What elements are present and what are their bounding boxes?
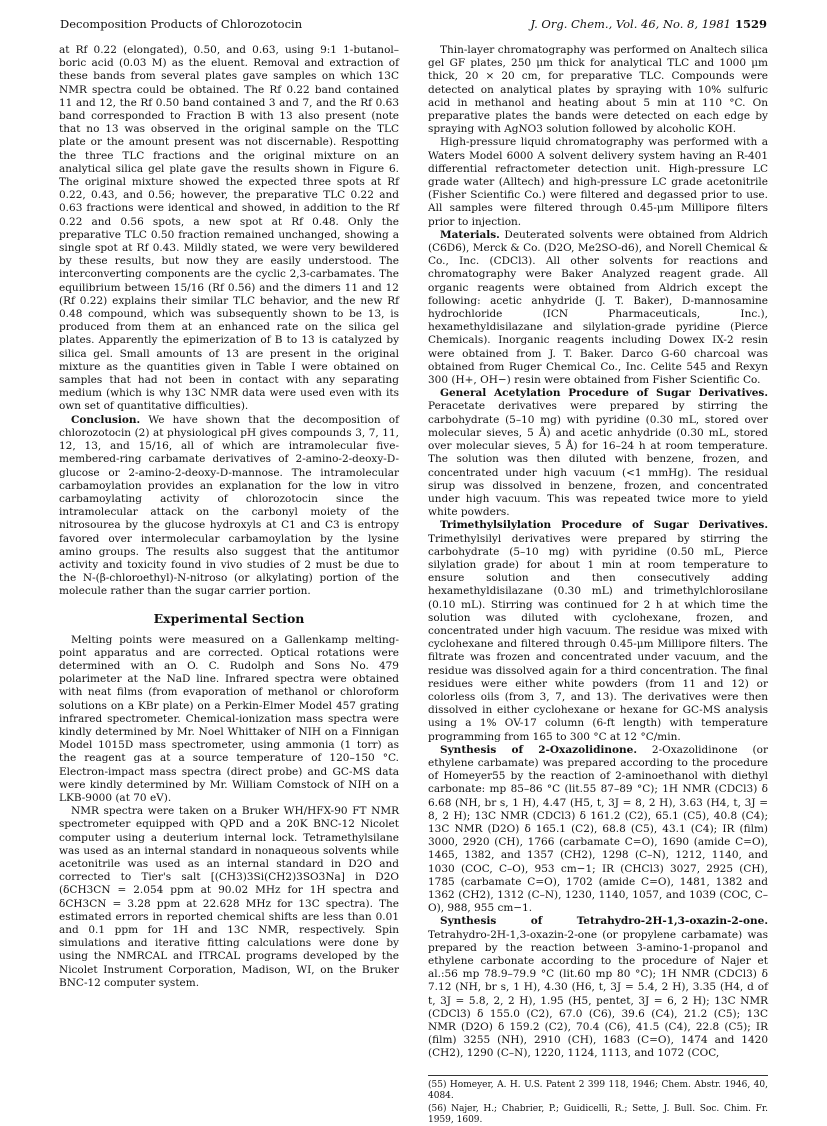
page-number: 1529 [734,17,767,31]
conclusion-paragraph [59,414,399,599]
acetylation-paragraph [428,387,768,519]
trimethylsilylation-paragraph [428,519,768,743]
tlc-paragraph: Thin-layer chromatography was performed on Analtech silica gel GF plates, 250 μm thick for analytical TLC and 1000 μm thick, 20 × 20 cm, for preparative TLC. Compounds were detected on analytical plates by spraying with 10% sulfuric acid in methanol and heating about 5 min at 110 °C. On preparative plates the bands were detected on each edge by spraying with AgNO3 solution followed by alcoholic KOH. [428,44,768,136]
trimethylsilylation-text: Trimethylsilyl derivatives were prepared by stirring the carbohydrate (5–10 mg) with pyridine (0.50 mL, Pierce silylation grade) for about 1 min at room temperature to ensure solution and then consecutively adding hexamethyldisilazane (0.30 mL) and trimethylchlorosilane (0.10 mL). Stirring was continued for 2 h at which time the solution was diluted with cyclohexane, frozen, and concentrated under high vacuum. The residue was mixed with cyclohexane and filtered through 0.45-μm Millipore filters. The filtrate was frozen and concentrated under vacuum, and the residue was dissolved again for a third concentration. The final residues were either white powders (from 11 and 12) or colorless oils (from 3, 7, and 13). The derivatives were then dissolved in either cyclohexane or hexane for GC-MS analysis using a 1% OV-17 column (6-ft length) with temperature programming from 165 to 300 °C at 12 °C/min. [428,532,768,743]
oxazinone-label: Synthesis of Tetrahydro-2H-1,3-oxazin-2-one. [440,915,768,928]
footnote-56: (56) Najer, H.; Chabrier, P.; Guidicelli, R.; Sette, J. Bull. Soc. Chim. Fr. 1959, 1609. [428,1103,768,1125]
journal-name: J. Org. Chem., Vol. 46, No. 8, 1981 [530,17,731,31]
experimental-heading: Experimental Section [153,610,305,626]
footnote-divider [428,1075,768,1076]
results-paragraph: at Rf 0.22 (elongated), 0.50, and 0.63, using 9:1 1-butanol–boric acid (0.03 M) as the eluent. Removal and extraction of these bands from several plates gave samples on which 13C NMR spectra could be obtained. The Rf 0.22 band contained 11 and 12, the Rf 0.50 band contained 3 and 7, and the Rf 0.63 band corresponded to Fraction B with 13 also present (note that no 13 was observed in the original sample on the TLC plate or the amount present was not discernable). Respotting the three TLC fractions and the original mixture on an analytical silica gel plate gave the results shown in Figure 6. The original mixture showed the expected three spots at Rf 0.22, 0.43, and 0.56; however, the preparative TLC 0.22 and 0.63 fractions were identical and showed, in addition to the Rf 0.22 and 0.56 spots, a new spot at Rf 0.48. Only the preparative TLC 0.50 fraction remained unchanged, showing a single spot at Rf 0.43. Mildly stated, we were very bewildered by these results, but now they are easily understood. The interconverting components are the cyclic 2,3-carbamates. The equilibrium between 15/16 (Rf 0.56) and the dimers 11 and 12 (Rf 0.22) explains their similar TLC behavior, and the new Rf 0.48 compound, which was subsequently shown to be 13, is produced from them at an enhanced rate on the silica gel plates. Apparently the epimerization of B to 13 is catalyzed by silica gel. Small amounts of 13 are present in the original mixture as the quantities given in Table I were obtained on samples that had not been in contact with any separating medium (which is why 13C NMR data were used even with its own set of quantitative difficulties). [59,44,399,413]
oxazolidinone-paragraph [428,744,768,916]
oxazolidinone-label: Synthesis of 2-Oxazolidinone. [440,743,638,756]
oxazinone-text: Tetrahydro-2H-1,3-oxazin-2-one (or propylene carbamate) was prepared by the reaction between 3-amino-1-propanol and ethylene carbonate according to the procedure of Najer et al.:56 mp 78.9–79.9 °C (lit.60 mp 80 °C); 1H NMR (CDCl3) δ 7.12 (NH, br s, 1 H), 4.30 (H6, t, 3J = 5.4, 2 H), 3.35 (H4, d of t, 3J = 5.8, 2, 2 H), 1.95 (H5, pentet, 3J = 6, 2 H); 13C NMR (CDCl3) δ 155.0 (C2), 67.0 (C6), 39.6 (C4), 21.2 (C5); 13C NMR (D2O) δ 159.2 (C2), 70.4 (C6), 41.5 (C4), 22.8 (C5); IR (film) 3255 (NH), 2910 (CH), 1683 (C=O), 1474 and 1420 (CH2), 1290 (C–N), 1220, 1124, 1113, and 1072 (COC, [428,928,768,1060]
conclusion-text: We have shown that the decomposition of chlorozotocin (2) at physiological pH gives compounds 3, 7, 11, 12, 13, and 15/16, all of which are intramolecular five-membered-ring carbamate derivatives of 2-amino-2-deoxy-D-glucose or 2-amino-2-deoxy-D-mannose. The intramolecular carbamoylation provides an explanation for the low in vitro carbamoylating activity of chlorozotocin since the intramolecular attack on the carbonyl moiety of the nitrosourea by the glucose hydroxyls at C1 and C3 is entropy favored over intermolecular carbamoylation by the lysine amino groups. The results also suggest that the antitumor activity and toxicity found in vivo studies of 2 must be due to the N-(β-chloroethyl)-N-nitroso (or alkylating) portion of the molecule rather than the sugar carrier portion. [59,413,399,598]
oxazolidinone-text: 2-Oxazolidinone (or ethylene carbamate) was prepared according to the procedure of Homeyer55 by the reaction of 2-aminoethanol with diethyl carbonate: mp 85–86 °C (lit.55 87–89 °C); 1H NMR (CDCl3) δ 6.68 (NH, br s, 1 H), 4.47 (H5, t, 3J = 8, 2 H), 3.63 (H4, t, 3J = 8, 2 H); 13C NMR (CDCl3) δ 161.2 (C2), 65.1 (C5), 40.8 (C4); 13C NMR (D2O) δ 165.1 (C2), 68.8 (C5), 43.1 (C4); IR (film) 3000, 2920 (CH), 1766 (carbamate C=O), 1690 (amide C=O), 1465, 1382, and 1357 (CH2), 1298 (C–N), 1212, 1140, and 1030 (COC, C–O), 953 cm−1; IR (CHCl3) 3027, 2925 (CH), 1785 (carbamate C=O), 1702 (amide C=O), 1481, 1382 and 1362 (CH2), 1312 (C–N), 1230, 1140, 1057, and 1039 (COC, C–O), 988, 955 cm−1. [428,743,768,915]
acetylation-label: General Acetylation Procedure of Sugar Derivatives. [440,387,768,400]
left-column [59,44,399,1044]
experimental-paragraph-1: Melting points were measured on a Gallenkamp melting-point apparatus and are corrected. Optical rotations were determined with an O. C. Rudolph and Sons No. 479 polarimeter at the NaD line. Infrared spectra were obtained with neat films (from evaporation of methanol or chloroform solutions on a KBr plate) on a Perkin-Elmer Model 457 grating infrared spectrometer. Chemical-ionization mass spectra were kindly determined by Mr. Noel Whittaker of NIH on a Finnigan Model 1015D mass spectrometer, using ammonia (1 torr) as the reagent gas at a source temperature of 120–150 °C. Electron-impact mass spectra (direct probe) and GC-MS data were kindly determined by Mr. William Comstock of NIH on a LKB-9000 (at 70 eV). [59,633,399,804]
footnote-55: (55) Homeyer, A. H. U.S. Patent 2 399 118, 1946; Chem. Abstr. 1946, 40, 4084. [428,1079,768,1101]
conclusion-label: Conclusion. [71,413,141,426]
hplc-paragraph: High-pressure liquid chromatography was performed with a Waters Model 6000 A solvent delivery system having an R-401 differential refractometer detection unit. High-pressure LC grade water (Alltech) and high-pressure LC grade acetonitrile (Fisher Scientific Co.) were filtered and degassed prior to use. All samples were filtered through 0.45-μm Millipore filters prior to injection. [428,136,768,228]
journal-citation [530,16,767,32]
running-header [60,16,767,32]
running-title: Decomposition Products of Chlorozotocin [60,17,303,31]
acetylation-text: Peracetate derivatives were prepared by stirring the carbohydrate (5–10 mg) with pyridine (0.30 mL, stored over molecular sieves, 5 Å) and acetic anhydride (0.30 mL, stored over molecular sieves, 5 Å) for 16–24 h at room temperature. The solution was then diluted with benzene, frozen, and concentrated under high vacuum (<1 mmHg). The residual sirup was dissolved in benzene, frozen, and concentrated under high vacuum. This was repeated twice more to yield white powders. [428,400,768,519]
materials-label: Materials. [440,228,500,241]
experimental-paragraph-2: NMR spectra were taken on a Bruker WH/HFX-90 FT NMR spectrometer equipped with QPD and a 20K BNC-12 Nicolet computer using a deuterium internal lock. Tetramethylsilane was used as an internal standard in nonaqueous solvents while acetonitrile was used as an internal standard in D2O and corrected to Tier's salt [(CH3)3Si(CH2)3SO3Na] in D2O (δCH3CN = 2.054 ppm at 90.02 MHz for 1H spectra and δCH3CN = 3.28 ppm at 22.628 MHz for 13C spectra). The estimated errors in reported chemical shifts are less than 0.01 and 0.1 ppm for 1H and 13C NMR, respectively. Spin simulations and iterative fitting calculations were done by using the NMRCAL and ITRCAL programs developed by the Nicolet Instrument Corporation, Madison, WI, on the Bruker BNC-12 computer system. [59,805,399,989]
oxazinone-paragraph [428,915,768,1060]
trimethylsilylation-label: Trimethylsilylation Procedure of Sugar Derivatives. [440,519,768,532]
materials-paragraph [428,229,768,387]
materials-text: Deuterated solvents were obtained from Aldrich (C6D6), Merck & Co. (D2O, Me2SO-d6), and Norell Chemical & Co., Inc. (CDCl3). All other solvents for reactions and chromatography were Baker Analyzed reagent grade. All organic reagents were obtained from Aldrich except the following: acetic anhydride (J. T. Baker), D-mannosamine hydrochloride (ICN Pharmaceuticals, Inc.), hexamethyldisilazane and silylation-grade pyridine (Pierce Chemicals). Inorganic reagents including Dowex IX-2 resin were obtained from J. T. Baker. Darco G-60 charcoal was obtained from Ruger Chemical Co., Inc. Celite 545 and Rexyn 300 (H+, OH−) resin were obtained from Fisher Scientific Co. [428,228,768,387]
right-column [428,44,768,1125]
